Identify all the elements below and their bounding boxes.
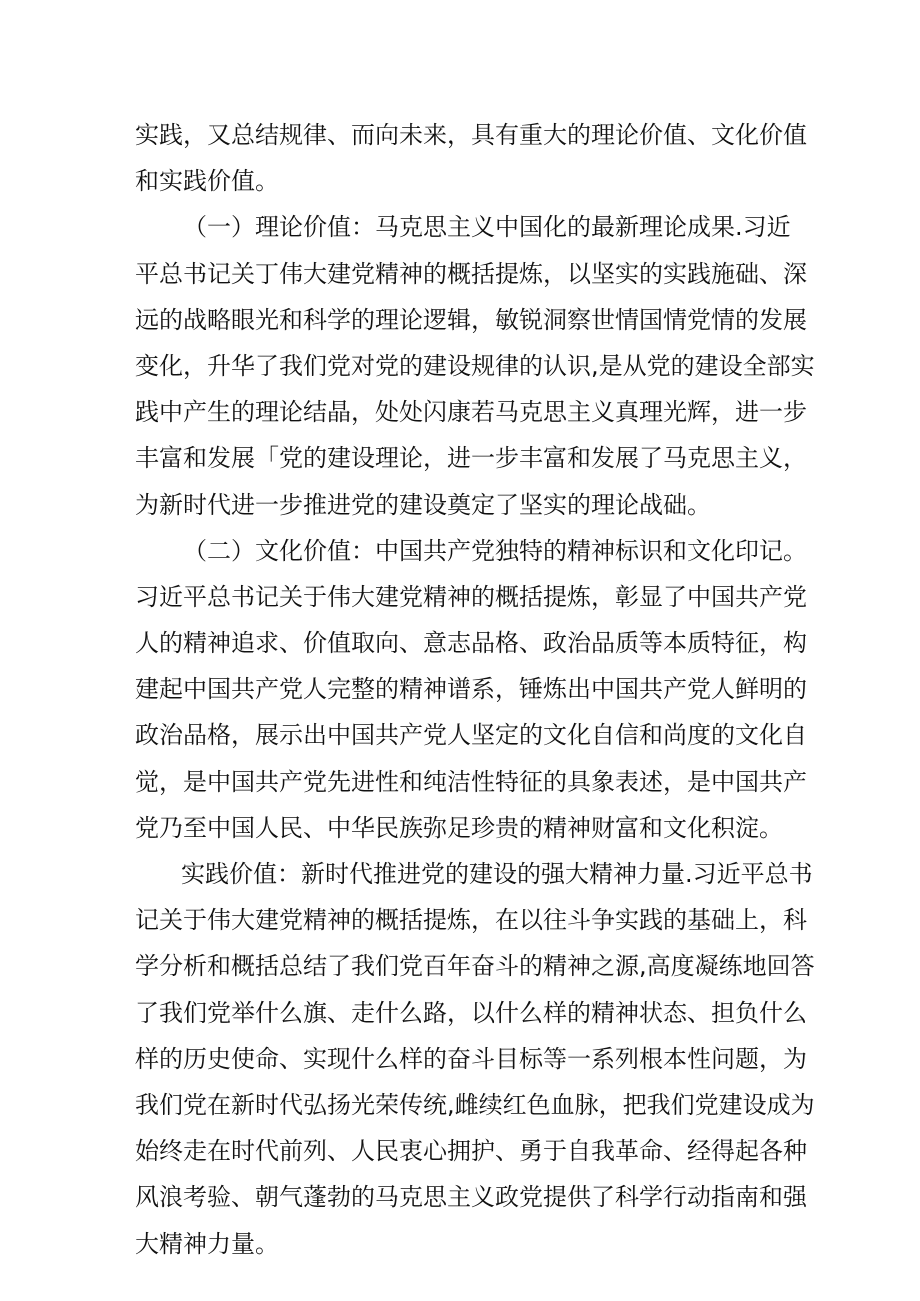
text-line: 大精神力量。 <box>135 1229 279 1258</box>
document-body <box>135 112 815 1267</box>
paragraph-theory-value <box>135 204 815 527</box>
text-line: 风浪考验、朝气蓬勃的马克思主义政党提供了科学行动指南和强 <box>135 1183 807 1212</box>
text-line: 建起中国共产党人完整的精神谱系，锤炼出中国共产党人鲜明的 <box>135 675 807 704</box>
text-line: 习近平总书记关于伟大建党精神的概括提炼，彰显了中国共产党 <box>135 582 807 611</box>
paragraph-heading-line: （一）理论价值：马克思主义中国化的最新理论成果.习近 <box>183 213 791 242</box>
text-line: 了我们党举什么旗、走什么路，以什么样的精神状态、担负什么 <box>135 998 807 1027</box>
text-line: 丰富和发展「党的建设理论，进一步丰富和发展了马克思主义， <box>135 444 807 473</box>
text-line: 始终走在时代前列、人民衷心拥护、勇于自我革命、经得起各种 <box>135 1137 807 1166</box>
paragraph-heading-line: （二）文化价值：中国共产党独特的精神标识和文化印记。 <box>183 536 807 565</box>
text-line: 践中产生的理论结晶，处处闪康若马克思主义真理光辉，进一步 <box>135 398 807 427</box>
text-line: 和实践价值。 <box>135 167 279 196</box>
text-line: 变化，升华了我们党对党的建设规律的认识,是从党的建设全部实 <box>135 351 815 380</box>
text-line: 样的历史使命、实现什么样的奋斗目标等一系列根本性问题，为 <box>135 1044 807 1073</box>
paragraph-heading-line: 实践价值：新时代推进党的建设的强大精神力量.习近平总书 <box>181 860 813 888</box>
text-line: 实践，又总结规律、而向未来，具有重大的理论价值、文化价值 <box>135 121 807 149</box>
text-line: 我们党在新时代弘扬光荣传统,雌续红色血脉，把我们党建设成为 <box>135 1090 815 1119</box>
text-line: 党乃至中国人民、中华民族弥足珍贵的精神财富和文化积淀。 <box>135 813 783 842</box>
text-line: 远的战略眼光和科学的理论逻辑，敏锐洞察世情国情党情的发展 <box>135 305 807 334</box>
text-line: 平总书记关丁伟大建党精神的概括提炼，以坚实的实践施础、深 <box>135 259 807 288</box>
paragraph-intro-tail <box>135 112 807 204</box>
paragraph-culture-value <box>135 528 807 851</box>
text-line: 学分析和概括总结了我们党百年奋斗的精神之源,高度凝练地回答 <box>135 952 815 981</box>
text-line: 为新时代进一步推进党的建设奠定了坚实的理论战础。 <box>135 490 711 519</box>
text-line: 人的精神追求、价值取向、意志品格、政治品质等本质特征，构 <box>135 629 807 658</box>
text-line: 记关于伟大建党精神的概括提炼，在以往斗争实践的基础上，科 <box>135 906 807 935</box>
paragraph-practice-value <box>135 851 815 1267</box>
text-line: 觉，是中国共产党先进性和纯洁性特征的具象表述，是中国共产 <box>135 767 807 796</box>
text-line: 政治品格，展示出中国共产党人坚定的文化自信和尚度的文化自 <box>135 721 807 750</box>
